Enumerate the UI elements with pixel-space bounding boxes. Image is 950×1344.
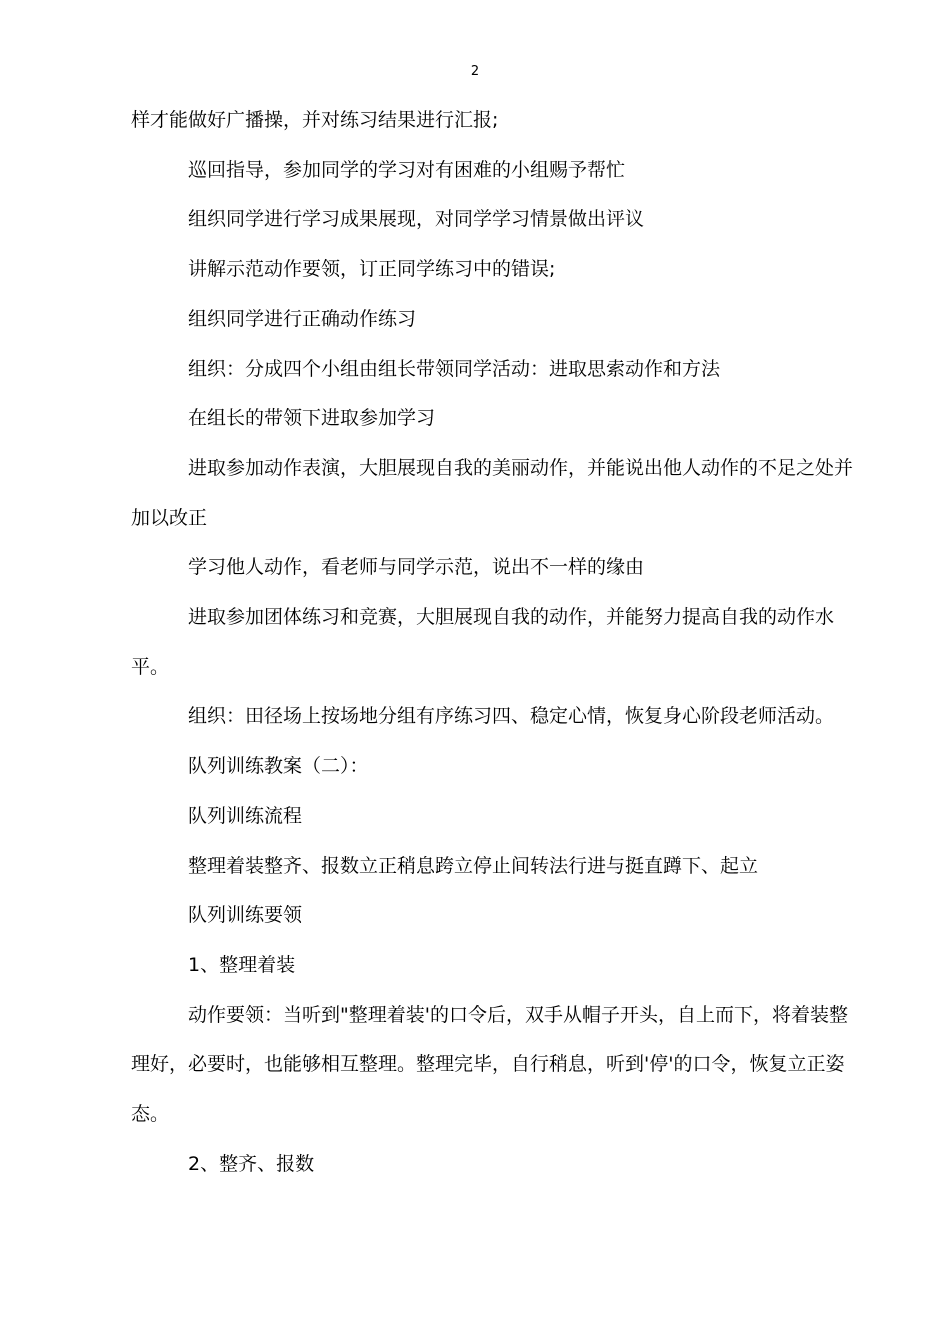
paragraph: 组织同学进行学习成果展现，对同学学习情景做出评议 — [188, 208, 645, 231]
paragraph: 进取参加团体练习和竞赛，大胆展现自我的动作，并能努力提高自我的动作水平。 — [131, 606, 835, 678]
paragraph: 组织：田径场上按场地分组有序练习四、稳定心情，恢复身心阶段老师活动。 — [188, 705, 835, 728]
list-item-heading: 2、整齐、报数 — [188, 1152, 315, 1175]
paragraph: 学习他人动作，看老师与同学示范，说出不一样的缘由 — [188, 556, 645, 579]
paragraph: 样才能做好广播操，并对练习结果进行汇报; — [131, 109, 499, 131]
section-heading: 队列训练教案（二）： — [188, 755, 369, 778]
paragraph: 整理着装整齐、报数立正稍息跨立停止间转法行进与挺直蹲下、起立 — [188, 854, 759, 877]
paragraph: 在组长的带领下进取参加学习 — [188, 407, 436, 430]
paragraph: 组织同学进行正确动作练习 — [188, 307, 417, 330]
paragraph: 动作要领：当听到"整理着装'的口令后，双手从帽子开头，自上而下，将着装整理好，必要时，也能够相互整理。整理完毕，自行稍息，听到'停'的口令，恢复立正姿态。 — [131, 1003, 848, 1126]
paragraph: 队列训练要领 — [188, 904, 303, 927]
paragraph: 队列训练流程 — [188, 804, 303, 827]
paragraph: 进取参加动作表演，大胆展现自我的美丽动作，并能说出他人动作的不足之处并加以改正 — [131, 456, 854, 529]
paragraph: 巡回指导，参加同学的学习对有困难的小组赐予帮忙 — [188, 158, 626, 181]
document-body — [131, 96, 855, 1189]
paragraph: 组织：分成四个小组由组长带领同学活动：进取思索动作和方法 — [188, 357, 721, 380]
paragraph: 讲解示范动作要领，订正同学练习中的错误; — [188, 258, 556, 281]
page-number: 2 — [470, 64, 480, 79]
list-item-heading: 1、整理着装 — [188, 953, 296, 976]
